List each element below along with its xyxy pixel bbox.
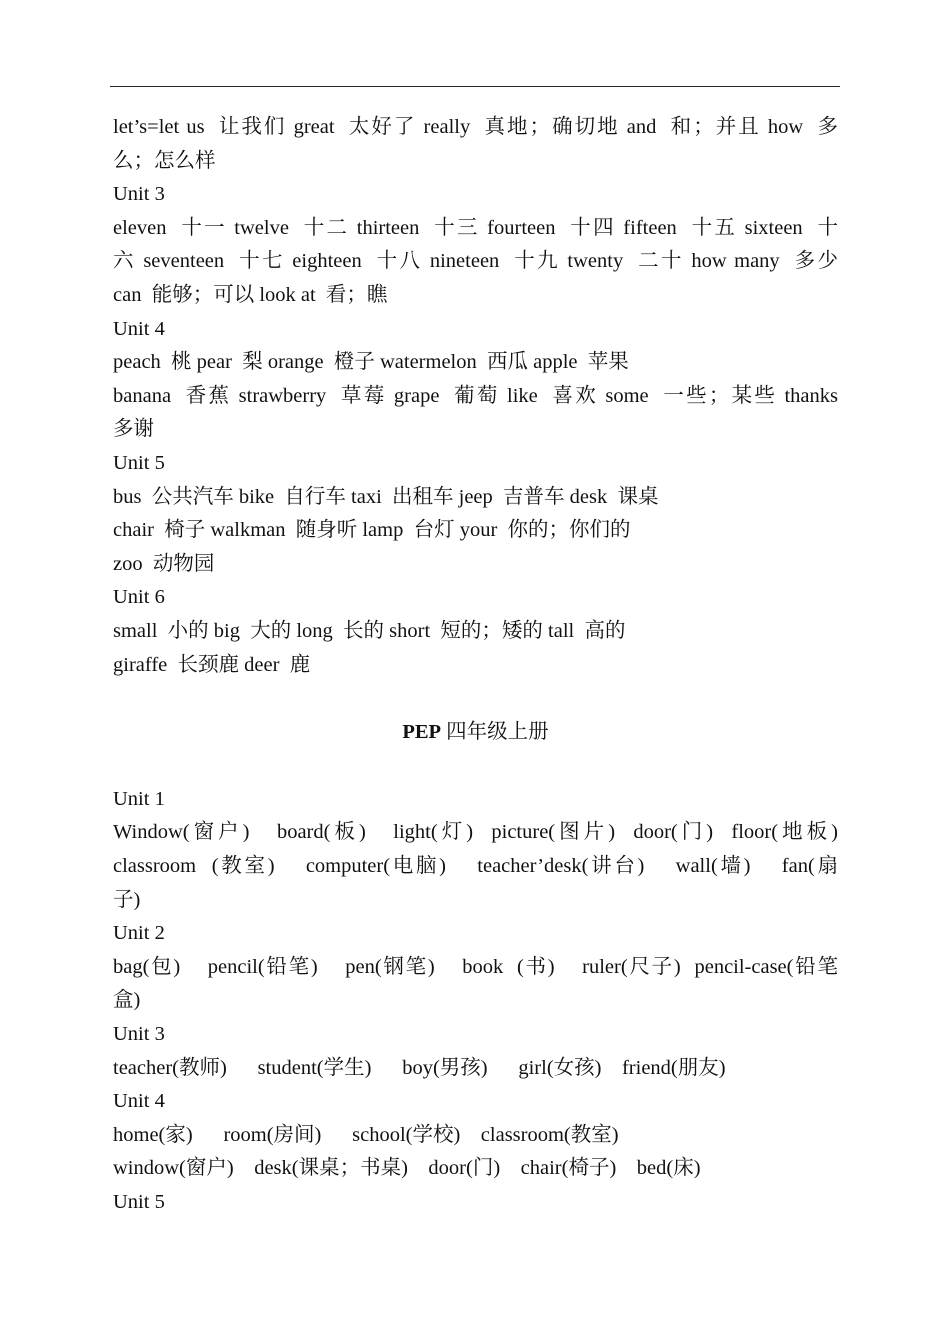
vocab-line: home(家) room(房间) school(学校) classroom(教室) [113,1123,619,1146]
vocab-line: 多谢 [113,418,154,441]
vocab-line: bus 公共汽车 bike 自行车 taxi 出租车 jeep 吉普车 desk 课桌 [113,485,659,508]
unit-heading: Unit 1 [113,787,165,810]
vocab-line: banana 香蕉 strawberry 草莓 grape 葡萄 like 喜欢 some 一些；某些 thanks [113,384,838,407]
unit-heading: Unit 2 [113,922,165,945]
unit-heading: Unit 3 [113,1023,165,1046]
blank-line [113,749,838,783]
vocab-line: teacher(教师) student(学生) boy(男孩) girl(女孩) friend(朋友) [113,1056,726,1079]
unit-heading: Unit 6 [113,586,165,609]
section-title-bold: PEP [402,720,442,743]
section-title [113,716,838,750]
vocab-line: window(窗户) desk(课桌；书桌) door(门) chair(椅子) bed(床) [113,1157,701,1180]
vocab-line: let’s=let us 让我们 great 太好了 really 真地；确切地 and 和；并且 how 多 [113,116,838,138]
unit-heading: Unit 4 [113,317,165,340]
vocab-line: zoo 动物园 [113,552,215,575]
vocab-line: giraffe 长颈鹿 deer 鹿 [113,653,311,676]
vocab-line: 盒) [113,989,141,1012]
vocab-line: bag(包) pencil(铅笔) pen(钢笔) book (书) ruler(尺子) pencil-case(铅笔 [113,955,838,978]
unit-heading: Unit 5 [113,451,165,474]
vocab-line: peach 桃 pear 梨 orange 橙子 watermelon 西瓜 apple 苹果 [113,351,629,374]
blank-line [113,682,838,716]
vocab-line: classroom (教室) computer(电脑) teacher’desk(讲台) wall(墙) fan(扇 [113,855,838,878]
document-body [113,111,838,1220]
unit-heading: Unit 3 [113,183,165,206]
vocab-line: small 小的 big 大的 long 长的 short 短的；矮的 tall 高的 [113,619,626,642]
section-title-rest: 四年级上册 [441,720,549,743]
vocab-line: chair 椅子 walkman 随身听 lamp 台灯 your 你的；你们的 [113,519,631,542]
vocab-line: Window(窗户) board(板) light(灯) picture(图片) door(门) floor(地板) [113,821,838,844]
vocab-line: 么；怎么样 [113,149,216,172]
vocab-line: eleven 十一 twelve 十二 thirteen 十三 fourteen 十四 fifteen 十五 sixteen 十 [113,216,838,239]
vocab-line: 六 seventeen 十七 eighteen 十八 nineteen 十九 twenty 二十 how many 多少 [113,250,838,273]
vocab-line: can 能够；可以 look at 看；瞧 [113,283,388,306]
unit-heading: Unit 5 [113,1191,165,1213]
vocab-line: 子) [113,888,141,911]
header-rule [110,86,840,87]
unit-heading: Unit 4 [113,1090,165,1113]
